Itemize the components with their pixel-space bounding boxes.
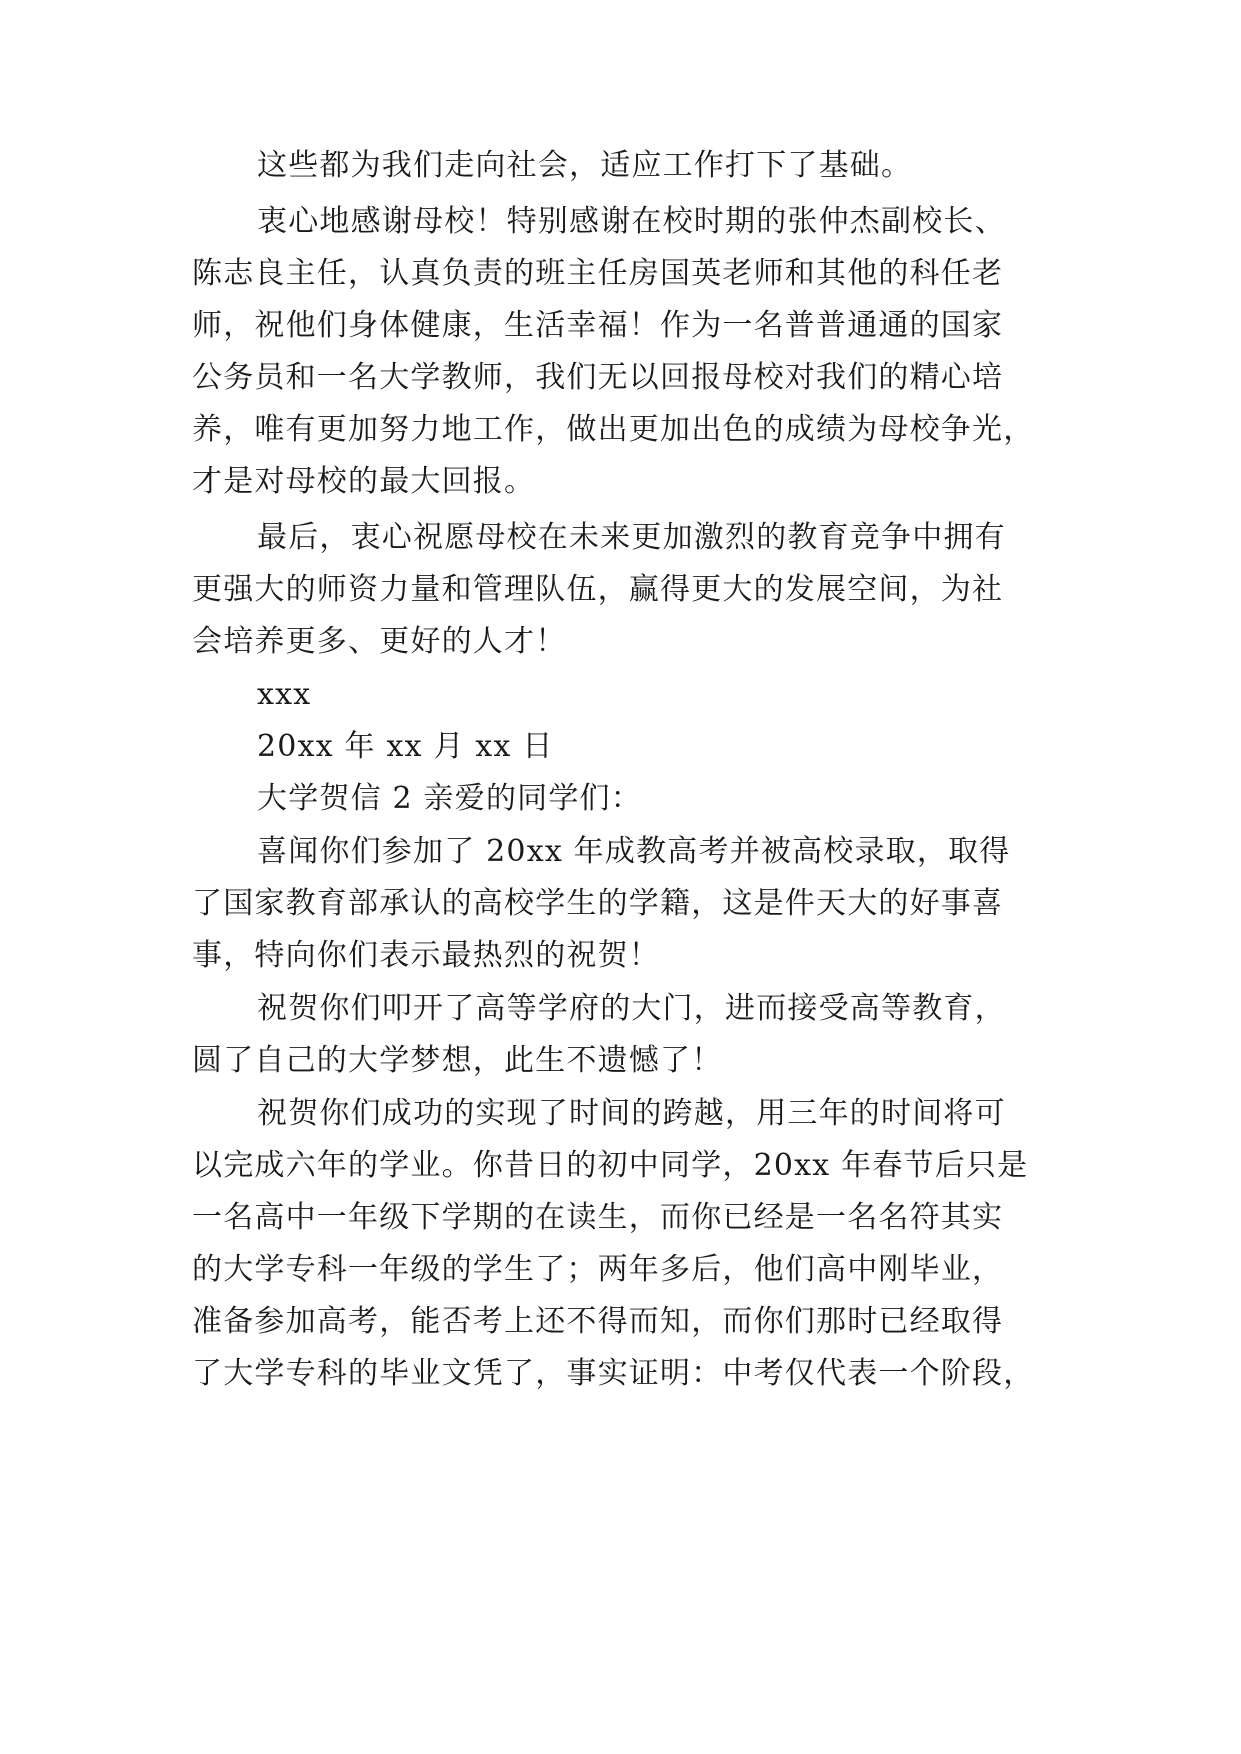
text-line: 的大学专科一年级的学生了；两年多后，他们高中刚毕业， [192, 1252, 1004, 1287]
text-line: 事，特向你们表示最热烈的祝贺！ [192, 938, 660, 973]
section-heading: 大学贺信 2 亲爱的同学们： [257, 781, 642, 816]
text-line: 以完成六年的学业。你昔日的初中同学，20xx 年春节后只是 [192, 1148, 1029, 1183]
signature-name: xxx [257, 677, 312, 712]
text-line: 才是对母校的最大回报。 [192, 464, 536, 499]
text-line: 圆了自己的大学梦想，此生不遗憾了！ [192, 1043, 723, 1078]
signature-date: 20xx 年 xx 月 xx 日 [257, 729, 554, 764]
text-line: 一名高中一年级下学期的在读生，而你已经是一名名符其实 [192, 1200, 1004, 1235]
text-line: 公务员和一名大学教师，我们无以回报母校对我们的精心培 [192, 360, 1004, 395]
text-line: 了大学专科的毕业文凭了，事实证明：中考仅代表一个阶段， [192, 1356, 1035, 1391]
paragraph-first-line: 衷心地感谢母校！特别感谢在校时期的张仲杰副校长、 [257, 204, 1006, 239]
text-line: 更强大的师资力量和管理队伍，赢得更大的发展空间，为社 [192, 572, 1004, 607]
text-line: 这些都为我们走向社会，适应工作打下了基础。 [257, 148, 913, 183]
text-line: 准备参加高考，能否考上还不得而知，而你们那时已经取得 [192, 1304, 1004, 1339]
paragraph-first-line: 最后，衷心祝愿母校在未来更加激烈的教育竞争中拥有 [257, 520, 1006, 555]
paragraph-first-line: 祝贺你们成功的实现了时间的跨越，用三年的时间将可 [257, 1096, 1006, 1131]
text-line: 会培养更多、更好的人才！ [192, 624, 567, 659]
text-line: 养，唯有更加努力地工作，做出更加出色的成绩为母校争光， [192, 412, 1035, 447]
paragraph-first-line: 喜闻你们参加了 20xx 年成教高考并被高校录取，取得 [257, 834, 1011, 869]
text-line: 师，祝他们身体健康，生活幸福！作为一名普普通通的国家 [192, 308, 1004, 343]
paragraph-first-line: 祝贺你们叩开了高等学府的大门，进而接受高等教育， [257, 991, 1006, 1026]
text-line: 陈志良主任，认真负责的班主任房国英老师和其他的科任老 [192, 256, 1004, 291]
text-line: 了国家教育部承认的高校学生的学籍，这是件天大的好事喜 [192, 886, 1004, 921]
